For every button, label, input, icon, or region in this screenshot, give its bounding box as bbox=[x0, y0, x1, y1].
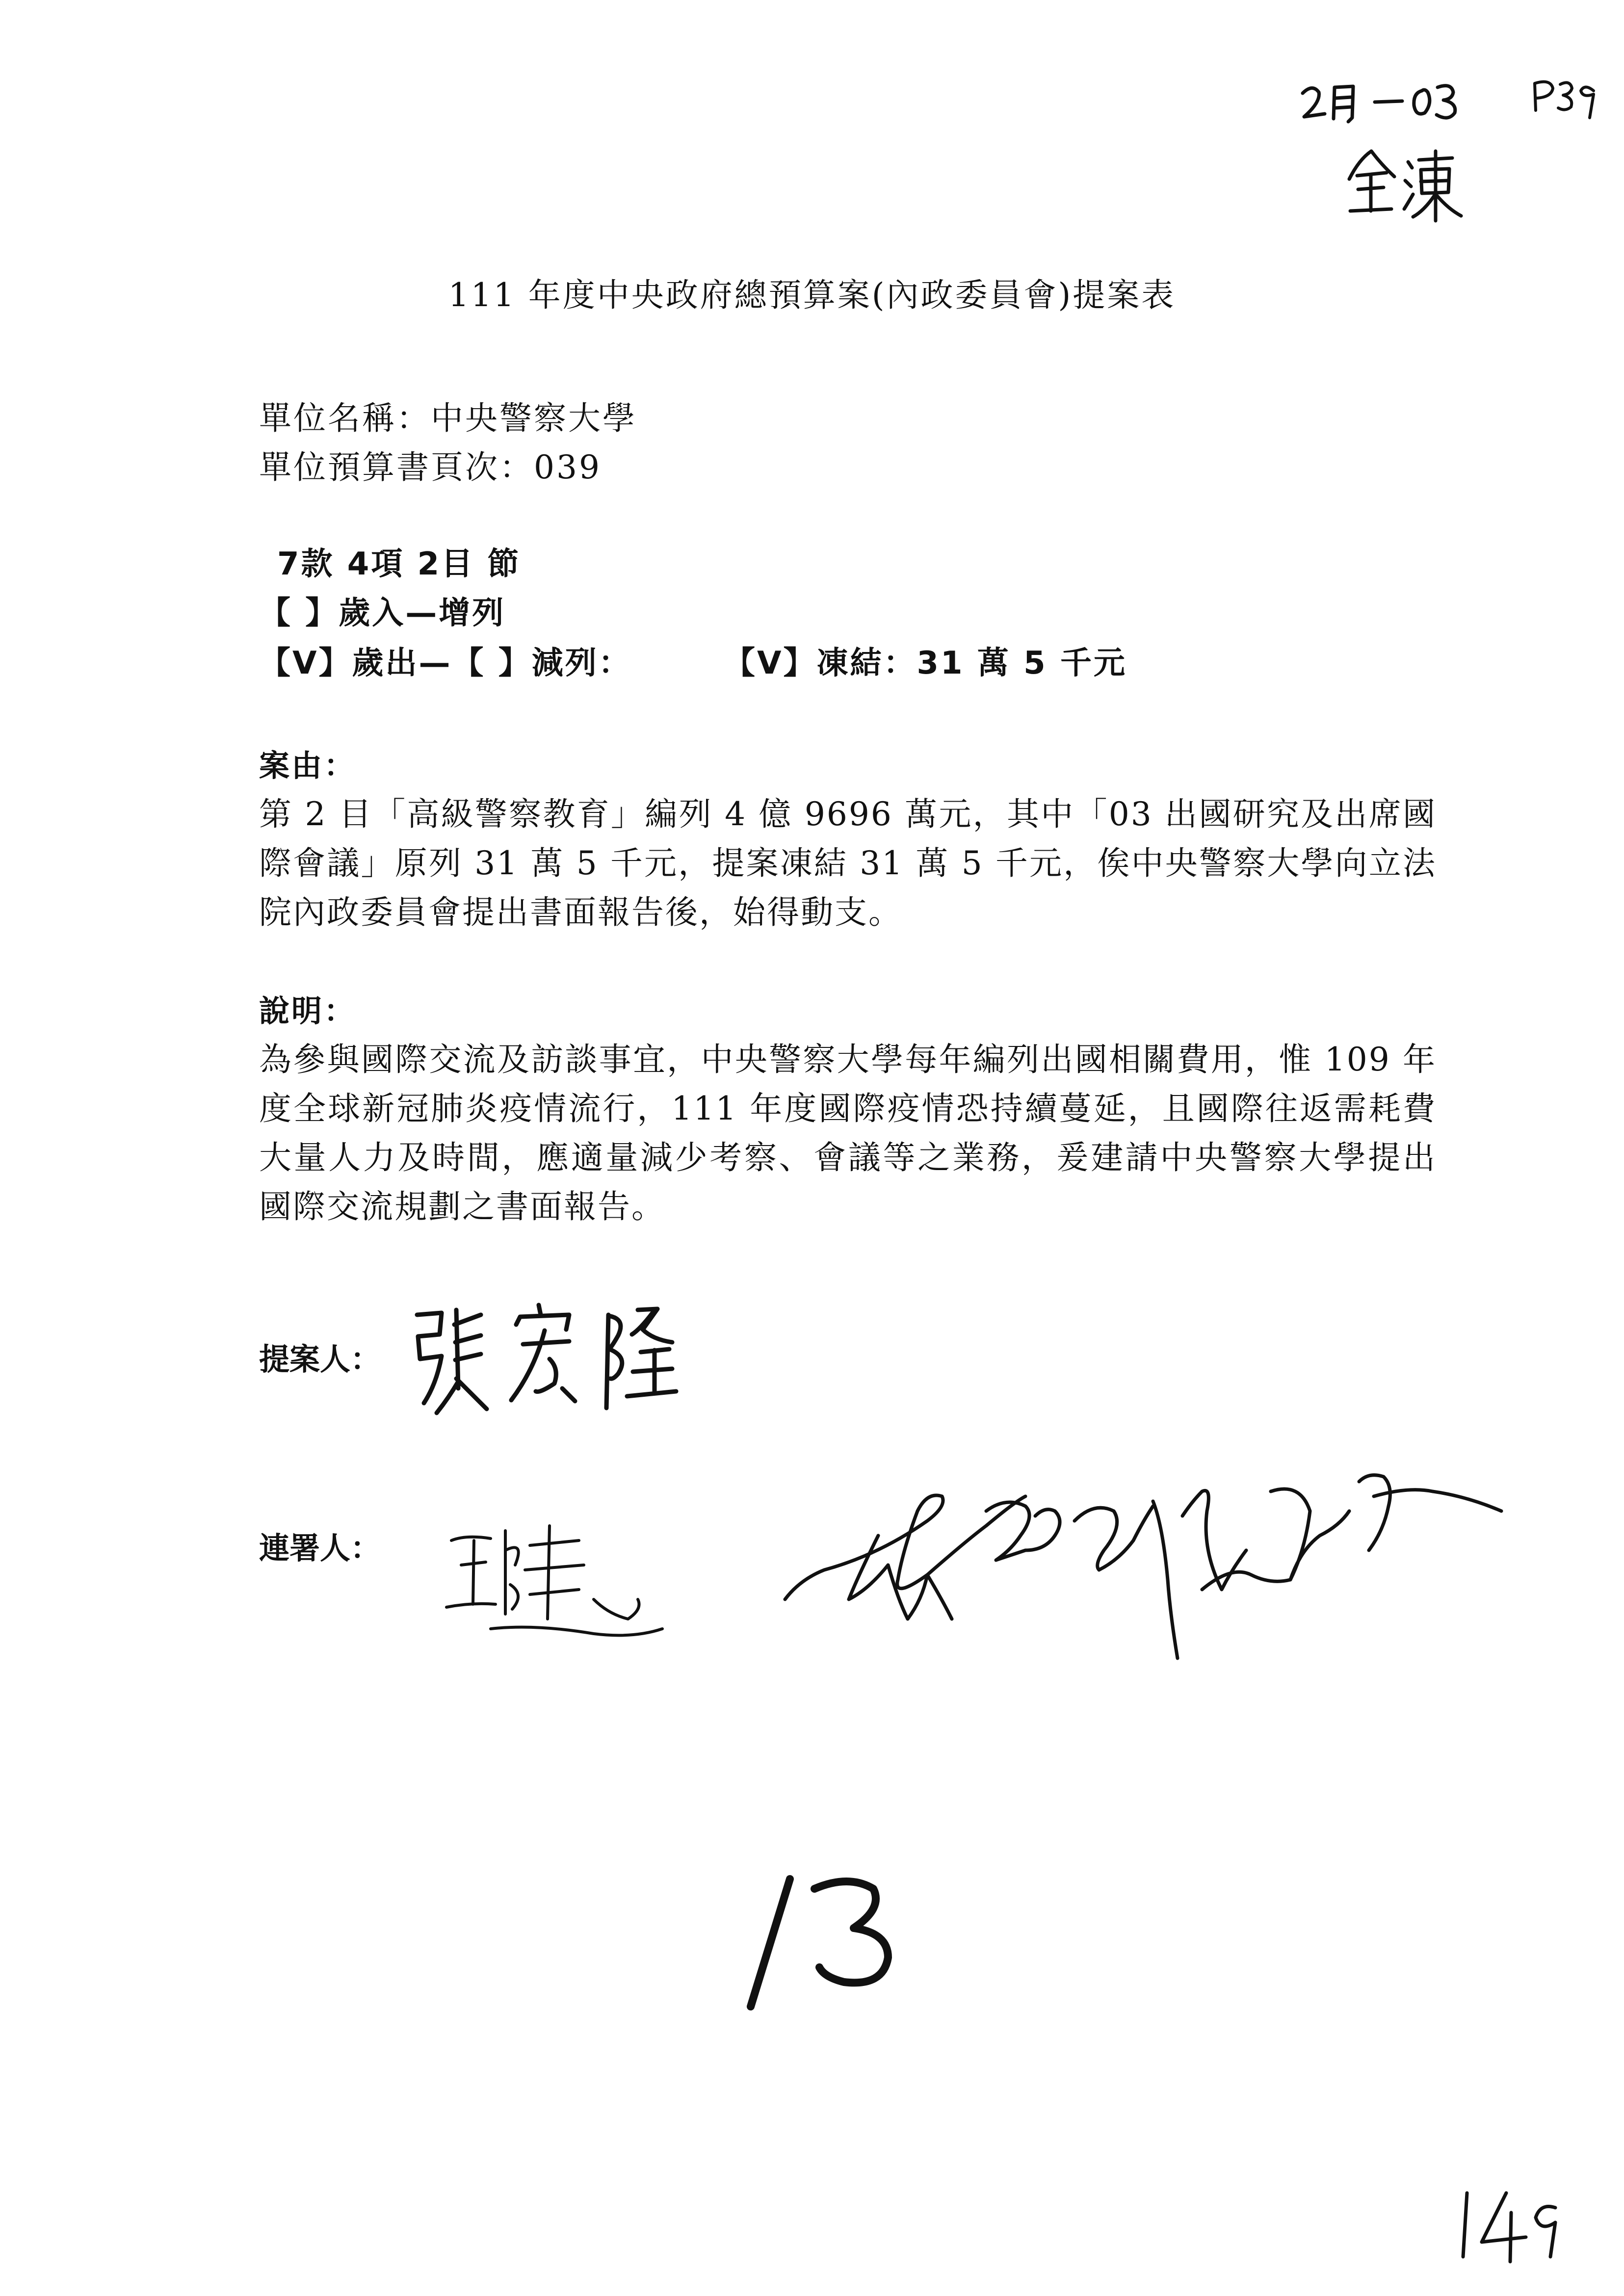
unit-name-line bbox=[259, 399, 637, 437]
budget-freeze-line: 【V】凍結：31 萬 5 千元 bbox=[724, 645, 1127, 681]
reason-body: 第 2 目「高級警察教育」編列 4 億 9696 萬元，其中「03 出國研究及出席國際會議」原列 31 萬 5 千元，提案凍結 31 萬 5 千元，俟中央警察大學向立法院內政委員會提出書面報告後，始得動支。 bbox=[259, 795, 1437, 931]
proposer-signature bbox=[407, 1295, 682, 1433]
handwritten-page-ref bbox=[1535, 82, 1594, 118]
budget-item-line: 7款 4項 2目 節 bbox=[277, 546, 521, 582]
handwritten-decision bbox=[1349, 151, 1461, 221]
proposer-label: 提案人： bbox=[259, 1341, 381, 1377]
reason-heading: 案由： bbox=[259, 748, 357, 783]
budget-revenue-line: 【 】歲入—增列 bbox=[259, 595, 506, 631]
handwritten-header bbox=[1266, 64, 1609, 226]
cosigner-label: 連署人： bbox=[259, 1530, 381, 1566]
handwritten-page-number bbox=[1452, 2173, 1580, 2271]
handwritten-case-no bbox=[1303, 86, 1455, 122]
unit-name-value: 中央警察大學 bbox=[431, 399, 637, 437]
unit-name-label: 單位名稱： bbox=[259, 399, 431, 437]
page-title: 111 年度中央政府總預算案(內政委員會)提案表 bbox=[448, 276, 1176, 314]
cosigner-signature-1 bbox=[432, 1511, 707, 1658]
unit-page-value: 039 bbox=[534, 448, 602, 486]
unit-page-label: 單位預算書頁次： bbox=[259, 448, 534, 486]
cosigner-signature-2 bbox=[780, 1452, 1516, 1717]
handwritten-big-number bbox=[731, 1859, 927, 2036]
budget-expense-line: 【V】歲出—【 】減列： bbox=[259, 645, 632, 681]
unit-page-line bbox=[259, 448, 602, 486]
note-body: 為參與國際交流及訪談事宜，中央警察大學每年編列出國相關費用，惟 109 年度全球新冠肺炎疫情流行，111 年度國際疫情恐持續蔓延，且國際往返需耗費大量人力及時間，應適量減少考察、會議等之業務，爰建請中央警察大學提出國際交流規劃之書面報告。 bbox=[259, 1041, 1437, 1226]
note-heading: 說明： bbox=[259, 993, 357, 1029]
